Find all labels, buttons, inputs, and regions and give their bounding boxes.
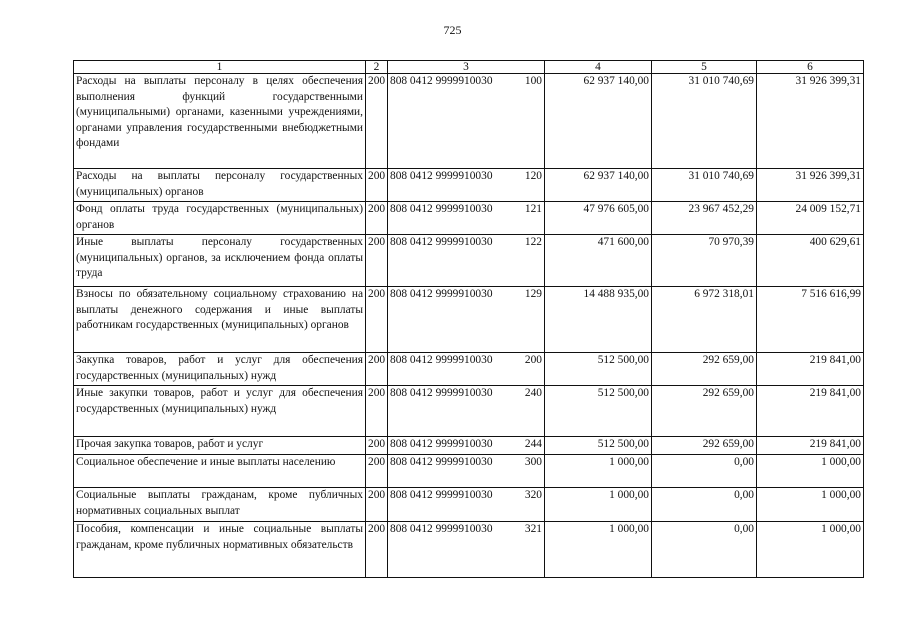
row-classification-code <box>388 202 545 235</box>
row-value-col5: 23 967 452,29 <box>652 202 757 235</box>
row-budget-code: 808 0412 9999910030 <box>390 203 493 215</box>
row-value-col4: 14 488 935,00 <box>545 287 652 353</box>
row-grbs-code: 200 <box>366 455 388 488</box>
row-description: Иные закупки товаров, работ и услуг для обеспечения государственных (муниципальных) нужд <box>74 386 366 437</box>
row-budget-code: 808 0412 9999910030 <box>390 456 493 468</box>
row-classification-code <box>388 522 545 578</box>
row-value-col4: 471 600,00 <box>545 235 652 287</box>
row-description: Взносы по обязательному социальному страхованию на выплаты денежного содержания и иные выплаты работникам государственных (муниципальных) органов <box>74 287 366 353</box>
row-expense-type: 320 <box>524 489 542 501</box>
row-classification-code <box>388 74 545 169</box>
row-expense-type: 200 <box>524 354 542 366</box>
row-expense-type: 321 <box>524 523 542 535</box>
row-description: Фонд оплаты труда государственных (муниципальных) органов <box>74 202 366 235</box>
row-value-col5: 31 010 740,69 <box>652 169 757 202</box>
column-header: 2 <box>366 61 388 74</box>
row-grbs-code: 200 <box>366 169 388 202</box>
table-row <box>74 235 864 287</box>
row-budget-code: 808 0412 9999910030 <box>390 170 493 182</box>
table-row <box>74 455 864 488</box>
row-description: Социальное обеспечение и иные выплаты населению <box>74 455 366 488</box>
row-budget-code: 808 0412 9999910030 <box>390 438 493 450</box>
row-description: Расходы на выплаты персоналу в целях обеспечения выполнения функций государственными (муниципальными) органами, казенными учреждениями, органами управления государственными внебюджетными фондами <box>74 74 366 169</box>
row-classification-code <box>388 169 545 202</box>
row-expense-type: 122 <box>524 236 542 248</box>
row-value-col4: 62 937 140,00 <box>545 169 652 202</box>
row-grbs-code: 200 <box>366 353 388 386</box>
row-value-col4: 512 500,00 <box>545 353 652 386</box>
row-description: Расходы на выплаты персоналу государственных (муниципальных) органов <box>74 169 366 202</box>
row-value-col6: 31 926 399,31 <box>757 169 864 202</box>
row-budget-code: 808 0412 9999910030 <box>390 489 493 501</box>
row-value-col5: 6 972 318,01 <box>652 287 757 353</box>
row-grbs-code: 200 <box>366 437 388 455</box>
row-budget-code: 808 0412 9999910030 <box>390 387 493 399</box>
row-value-col6: 219 841,00 <box>757 437 864 455</box>
row-value-col4: 1 000,00 <box>545 455 652 488</box>
row-value-col5: 0,00 <box>652 455 757 488</box>
table-row <box>74 437 864 455</box>
row-value-col6: 400 629,61 <box>757 235 864 287</box>
row-value-col5: 0,00 <box>652 488 757 522</box>
row-value-col5: 292 659,00 <box>652 437 757 455</box>
row-expense-type: 121 <box>524 203 542 215</box>
row-grbs-code: 200 <box>366 287 388 353</box>
table-row <box>74 287 864 353</box>
row-value-col5: 292 659,00 <box>652 353 757 386</box>
row-expense-type: 240 <box>524 387 542 399</box>
row-classification-code <box>388 455 545 488</box>
row-description: Прочая закупка товаров, работ и услуг <box>74 437 366 455</box>
table-row <box>74 202 864 235</box>
row-budget-code: 808 0412 9999910030 <box>390 236 493 248</box>
row-value-col5: 0,00 <box>652 522 757 578</box>
row-description: Иные выплаты персоналу государственных (муниципальных) органов, за исключением фонда оплаты труда <box>74 235 366 287</box>
column-header: 1 <box>74 61 366 74</box>
row-value-col6: 1 000,00 <box>757 455 864 488</box>
table-row <box>74 169 864 202</box>
row-value-col5: 292 659,00 <box>652 386 757 437</box>
table-row <box>74 353 864 386</box>
column-header: 5 <box>652 61 757 74</box>
row-value-col6: 24 009 152,71 <box>757 202 864 235</box>
budget-table <box>73 60 864 578</box>
column-header: 6 <box>757 61 864 74</box>
row-expense-type: 120 <box>524 170 542 182</box>
row-value-col6: 1 000,00 <box>757 522 864 578</box>
row-grbs-code: 200 <box>366 488 388 522</box>
row-description: Социальные выплаты гражданам, кроме публичных нормативных социальных выплат <box>74 488 366 522</box>
table-row <box>74 522 864 578</box>
row-value-col6: 219 841,00 <box>757 386 864 437</box>
row-value-col4: 512 500,00 <box>545 386 652 437</box>
table-row <box>74 488 864 522</box>
row-value-col6: 31 926 399,31 <box>757 74 864 169</box>
row-grbs-code: 200 <box>366 386 388 437</box>
row-value-col6: 219 841,00 <box>757 353 864 386</box>
row-budget-code: 808 0412 9999910030 <box>390 354 493 366</box>
row-grbs-code: 200 <box>366 74 388 169</box>
row-value-col4: 1 000,00 <box>545 488 652 522</box>
row-value-col5: 70 970,39 <box>652 235 757 287</box>
row-value-col6: 1 000,00 <box>757 488 864 522</box>
row-classification-code <box>388 437 545 455</box>
row-classification-code <box>388 386 545 437</box>
row-value-col4: 1 000,00 <box>545 522 652 578</box>
row-description: Закупка товаров, работ и услуг для обеспечения государственных (муниципальных) нужд <box>74 353 366 386</box>
table-row <box>74 74 864 169</box>
row-budget-code: 808 0412 9999910030 <box>390 288 493 300</box>
row-value-col5: 31 010 740,69 <box>652 74 757 169</box>
column-header: 3 <box>388 61 545 74</box>
table-header-row <box>74 61 864 74</box>
row-classification-code <box>388 353 545 386</box>
row-description: Пособия, компенсации и иные социальные выплаты гражданам, кроме публичных нормативных обязательств <box>74 522 366 578</box>
row-classification-code <box>388 287 545 353</box>
row-expense-type: 129 <box>524 288 542 300</box>
row-value-col4: 62 937 140,00 <box>545 74 652 169</box>
page-number: 725 <box>443 23 462 37</box>
row-budget-code: 808 0412 9999910030 <box>390 523 493 535</box>
row-grbs-code: 200 <box>366 522 388 578</box>
column-header: 4 <box>545 61 652 74</box>
row-budget-code: 808 0412 9999910030 <box>390 75 493 87</box>
row-grbs-code: 200 <box>366 235 388 287</box>
row-classification-code <box>388 235 545 287</box>
row-expense-type: 300 <box>524 456 542 468</box>
row-classification-code <box>388 488 545 522</box>
row-value-col4: 512 500,00 <box>545 437 652 455</box>
row-expense-type: 100 <box>524 75 542 87</box>
row-value-col4: 47 976 605,00 <box>545 202 652 235</box>
table-row <box>74 386 864 437</box>
row-value-col6: 7 516 616,99 <box>757 287 864 353</box>
row-grbs-code: 200 <box>366 202 388 235</box>
row-expense-type: 244 <box>524 438 542 450</box>
